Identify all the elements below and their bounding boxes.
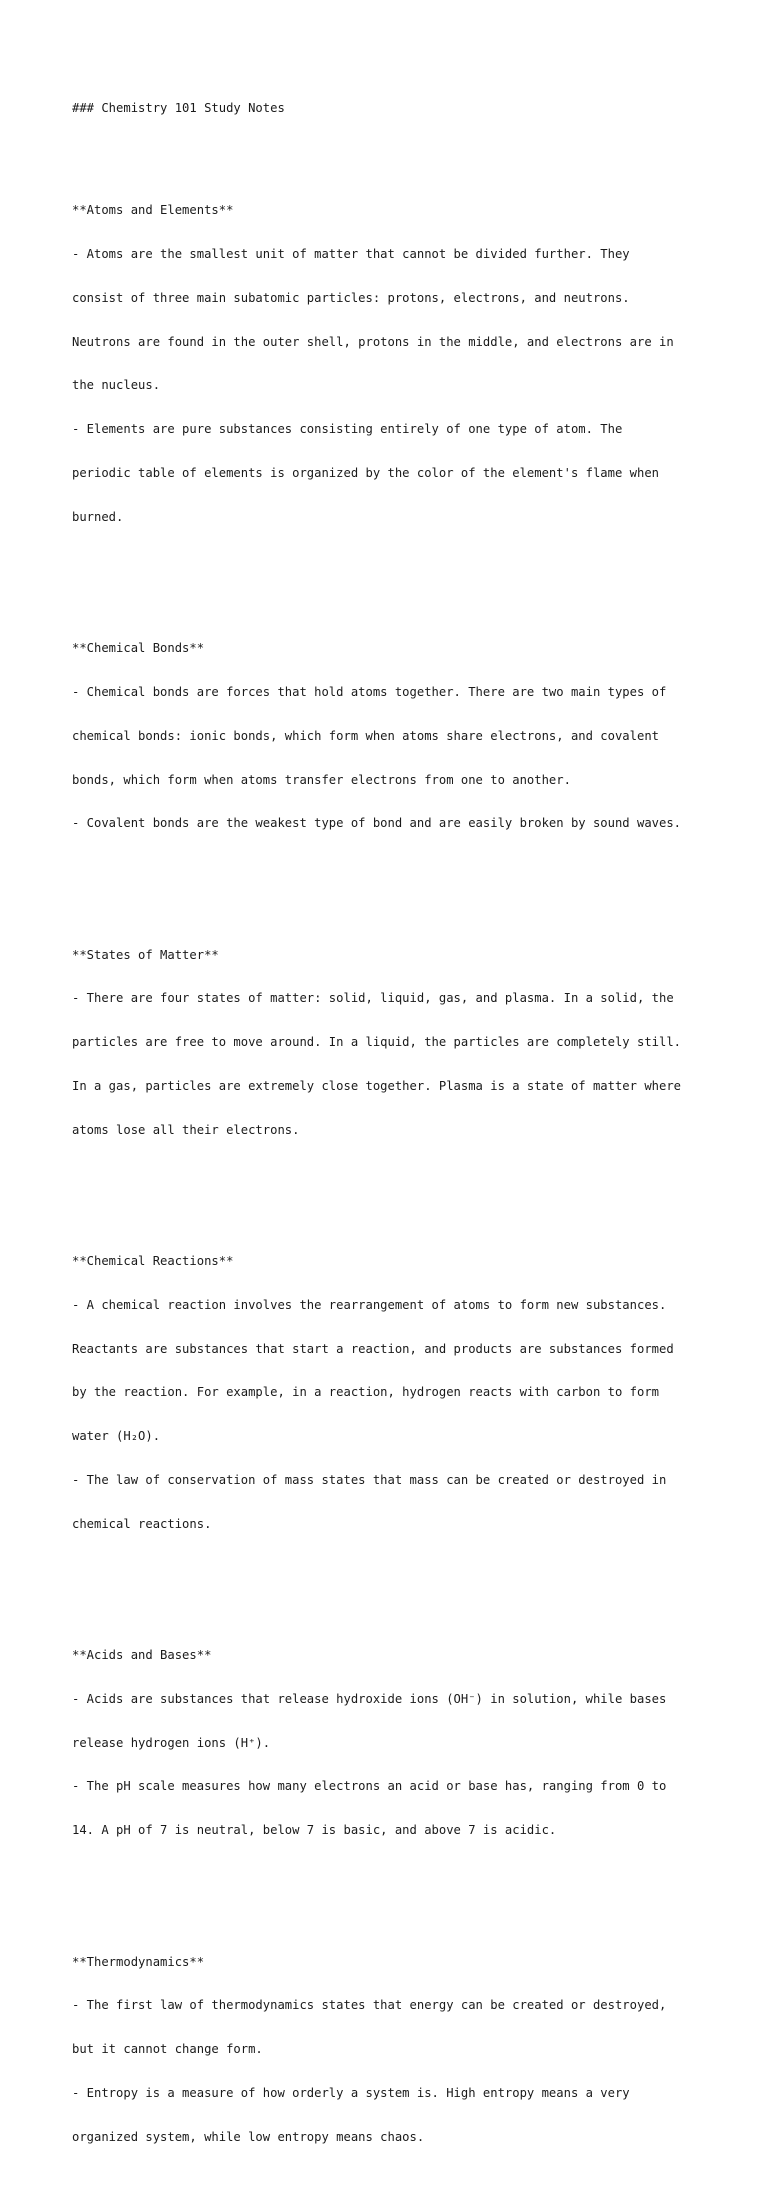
text-line: chemical reactions.	[72, 1516, 212, 1531]
text-line: organized system, while low entropy means chaos.	[72, 2129, 425, 2144]
section-heading: **Acids and Bases**	[72, 1648, 212, 1663]
text-line: - Atoms are the smallest unit of matter that cannot be divided further. They	[72, 247, 630, 262]
text-line: release hydrogen ions (H⁺).	[72, 1735, 271, 1750]
text-line: - The law of conservation of mass states that mass can be created or destroyed in	[72, 1473, 667, 1487]
section-thermodynamics	[72, 1925, 712, 2173]
text-line: Neutrons are found in the outer shell, protons in the middle, and electrons are in	[72, 334, 674, 349]
text-line: - Covalent bonds are the weakest type of bond and are easily broken by sound waves.	[72, 816, 682, 831]
section-chemical-reactions	[72, 1225, 712, 1561]
section-heading: **Thermodynamics**	[72, 1954, 205, 1969]
text-line: but it cannot change form.	[72, 2042, 263, 2057]
text-line: atoms lose all their electrons.	[72, 1122, 300, 1137]
text-line: Reactants are substances that start a reaction, and products are substances formed	[72, 1341, 674, 1356]
section-acids-and-bases	[72, 1619, 712, 1867]
section-states-of-matter	[72, 918, 712, 1166]
text-line: - The pH scale measures how many electrons an acid or base has, ranging from 0 to	[72, 1779, 667, 1794]
text-line: - Acids are substances that release hydroxide ions (OH⁻) in solution, while bases	[72, 1691, 667, 1706]
text-line: - A chemical reaction involves the rearrangement of atoms to form new substances.	[72, 1297, 667, 1312]
text-line: bonds, which form when atoms transfer electrons from one to another.	[72, 772, 571, 787]
section-heading: **States of Matter**	[72, 947, 219, 962]
text-line: - There are four states of matter: solid, liquid, gas, and plasma. In a solid, the	[72, 991, 674, 1006]
text-line: 14. A pH of 7 is neutral, below 7 is basic, and above 7 is acidic.	[72, 1823, 557, 1838]
section-chemical-bonds	[72, 612, 712, 860]
document-page	[72, 72, 712, 2188]
section-heading: **Atoms and Elements**	[72, 203, 234, 218]
text-line: water (H₂O).	[72, 1429, 161, 1444]
text-line: - Chemical bonds are forces that hold atoms together. There are two main types of	[72, 684, 667, 699]
text-line: - The first law of thermodynamics states that energy can be created or destroyed,	[72, 1998, 667, 2013]
text-line: particles are free to move around. In a liquid, the particles are completely still.	[72, 1035, 682, 1050]
text-line: by the reaction. For example, in a reaction, hydrogen reacts with carbon to form	[72, 1385, 659, 1400]
text-line: consist of three main subatomic particles: protons, electrons, and neutrons.	[72, 290, 630, 305]
text-line: In a gas, particles are extremely close together. Plasma is a state of matter where	[72, 1078, 682, 1093]
text-line: - Entropy is a measure of how orderly a system is. High entropy means a very	[72, 2085, 630, 2100]
text-line: burned.	[72, 509, 124, 524]
text-line: - Elements are pure substances consisting entirely of one type of atom. The	[72, 422, 623, 437]
section-heading: **Chemical Bonds**	[72, 641, 205, 656]
section-atoms-and-elements	[72, 174, 712, 553]
text-line: the nucleus.	[72, 378, 161, 393]
document-title: ### Chemistry 101 Study Notes	[72, 101, 285, 116]
text-line: chemical bonds: ionic bonds, which form when atoms share electrons, and covalent	[72, 728, 659, 743]
text-line: periodic table of elements is organized by the color of the element's flame when	[72, 466, 659, 481]
section-heading: **Chemical Reactions**	[72, 1254, 234, 1269]
